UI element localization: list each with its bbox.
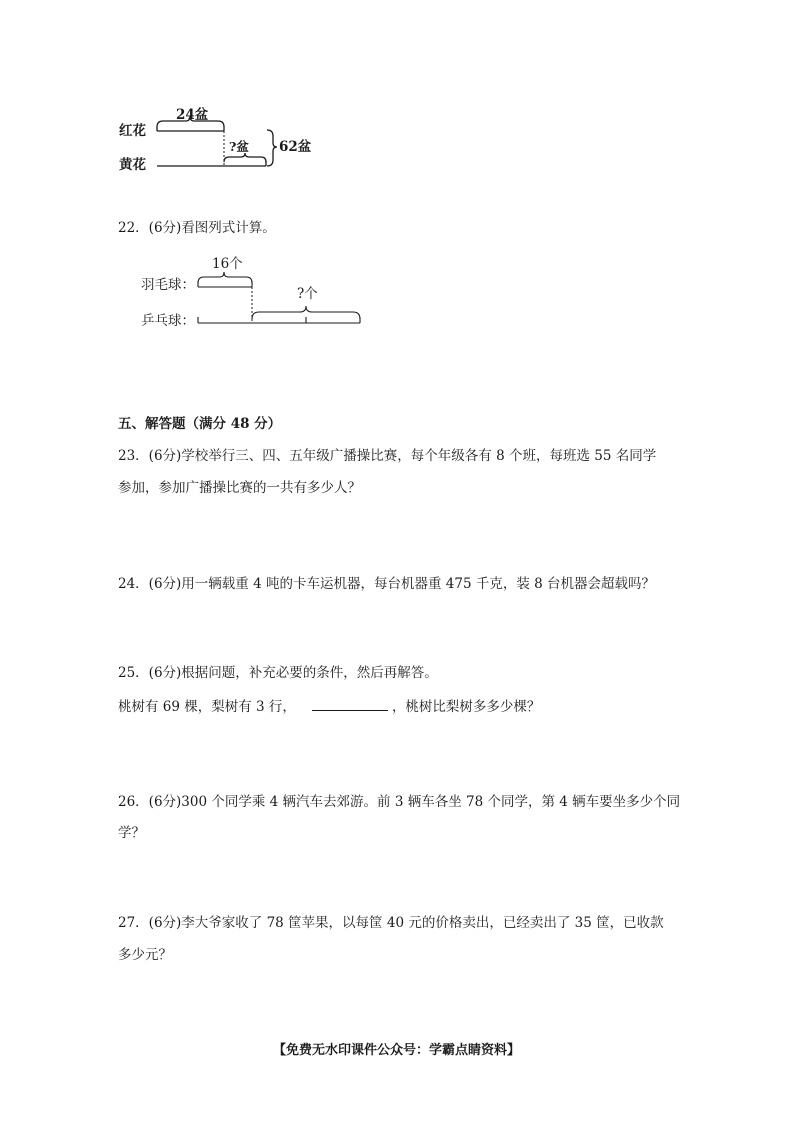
label-pingpong: 乒乓球：: [141, 313, 195, 329]
label-total: 62盆: [279, 139, 312, 155]
q27-line2: 多少元？: [118, 947, 172, 963]
q25-line2: [118, 696, 540, 716]
label-badminton: 羽毛球：: [141, 277, 195, 293]
q22-title: 22．(6分)看图列式计算。: [118, 220, 276, 236]
section-5-title: 五、解答题（满分 48 分）: [118, 416, 282, 432]
label-16: 16个: [212, 256, 243, 272]
label-yellow-flower: 黄花: [119, 157, 146, 173]
q26-line2: 学？: [118, 825, 145, 841]
q26-line1: 26．(6分)300 个同学乘 4 辆汽车去郊游。前 3 辆车各坐 78 个同学，第 4 辆车要坐多少个同: [118, 794, 681, 810]
q24-line1: 24．(6分)用一辆载重 4 吨的卡车运机器，每台机器重 475 千克，装 8 台机器会超载吗？: [118, 576, 655, 592]
q23-line1: 23．(6分)学校举行三、四、五年级广播操比赛，每个年级各有 8 个班，每班选 55 名同学: [118, 448, 657, 464]
label-diff: ?盆: [229, 139, 249, 154]
brace-16: [198, 272, 252, 283]
label-24: 24盆: [176, 107, 209, 123]
q25-line2-b: ，桃树比梨树多多少棵？: [391, 699, 541, 715]
label-unknown: ?个: [297, 286, 318, 302]
q23-line2: 参加，参加广播操比赛的一共有多少人？: [118, 480, 361, 496]
q25-line1: 25．(6分)根据问题，补充必要的条件，然后再解答。: [118, 665, 438, 681]
answer-blank[interactable]: [312, 696, 388, 711]
q25-line2-a: 桃树有 69 棵，梨树有 3 行，: [118, 699, 296, 715]
q27-line1: 27．(6分)李大爷家收了 78 筐苹果，以每筐 40 元的价格卖出，已经卖出了 35 筐，已收款: [118, 915, 664, 931]
footer-text: 【免费无水印课件公众号：学霸点睛资料】: [272, 1043, 520, 1058]
label-red-flower: 红花: [119, 123, 146, 139]
